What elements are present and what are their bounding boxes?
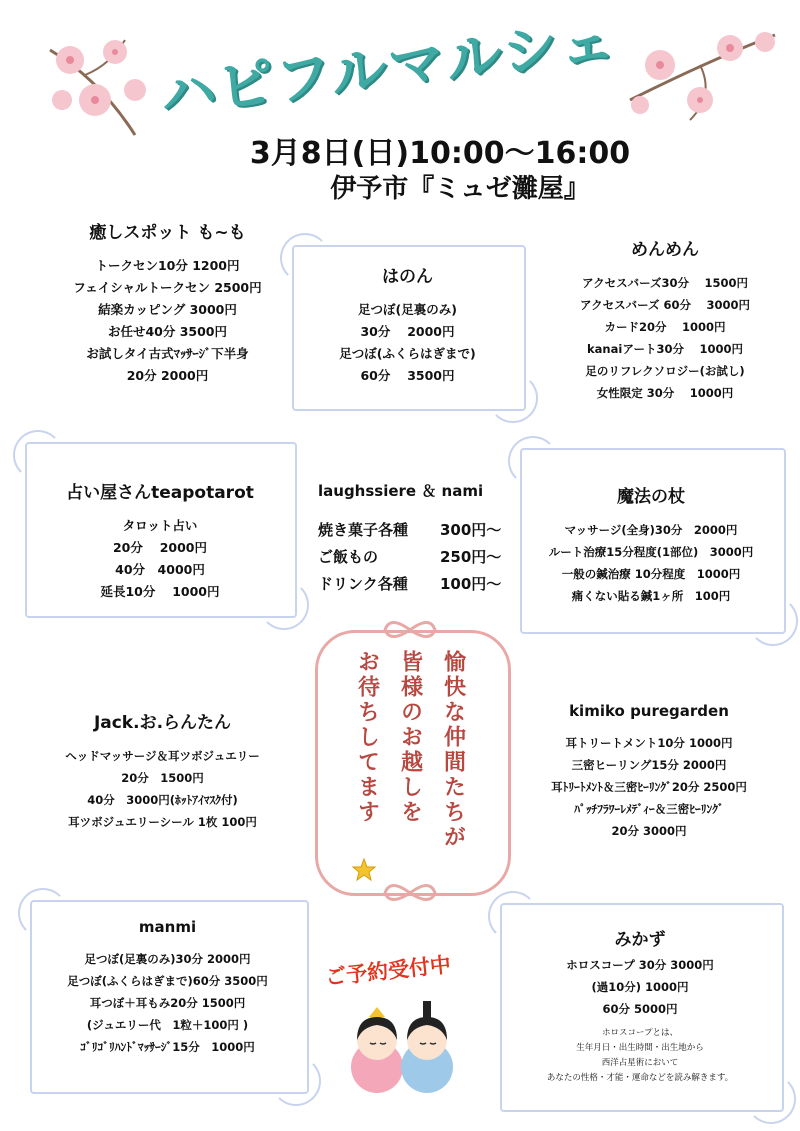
shop-name: めんめん bbox=[631, 240, 699, 260]
menu-line: アクセスバーズ30分 1500円 bbox=[581, 276, 749, 290]
menu-line: ヘッドマッサージ＆耳ツボジュエリー bbox=[65, 749, 260, 763]
menu-line: 60分 3500円 bbox=[360, 368, 455, 383]
shop-name: みかず bbox=[614, 930, 666, 950]
menu-line: 三密ヒーリング15分 2000円 bbox=[571, 758, 727, 772]
menu-line: 足つぼ(ふくらはぎまで)60分 3500円 bbox=[67, 974, 268, 988]
menu-line: (過10分) 1000円 bbox=[591, 980, 689, 994]
ribbon-bow-top bbox=[380, 615, 440, 645]
menu-line: 足つぼ(足裏のみ) bbox=[358, 302, 457, 317]
menu-line: お任せ40分 3500円 bbox=[107, 324, 228, 339]
menu-line: 足のリフレクソロジー(お試し) bbox=[585, 364, 745, 378]
menu-line: 延長10分 1000円 bbox=[100, 584, 220, 599]
event-date: 3月8日(日)10:00〜16:00 bbox=[249, 136, 631, 171]
shop-mikazu bbox=[505, 925, 775, 1086]
menu-line: 20分 2000円 bbox=[126, 368, 209, 383]
menu-line: タロット占い bbox=[122, 518, 198, 533]
reservation-banner: ご予約受付中 bbox=[324, 952, 453, 990]
shop-manmi bbox=[35, 918, 300, 1058]
menu-line: 40分 4000円 bbox=[115, 562, 205, 577]
ribbon-bow-bottom bbox=[380, 878, 440, 908]
menu-line: 耳つぼ＋耳もみ20分 1500円 bbox=[89, 996, 246, 1010]
shop-name: Jack.お.らんたん bbox=[93, 713, 232, 733]
menu-line: マッサージ(全身)30分 2000円 bbox=[564, 523, 738, 537]
menu-line: ﾊﾟｯﾁﾌﾗﾜｰﾚﾒﾃﾞｨｰ＆三密ﾋｰﾘﾝｸﾞ bbox=[574, 802, 724, 816]
shop-jack bbox=[25, 708, 300, 833]
shop-uranai bbox=[40, 478, 280, 603]
message-line: 皆様のお越しを bbox=[397, 650, 423, 825]
shop-menmen bbox=[545, 235, 785, 404]
menu-line: お試しタイ古式ﾏｯｻｰｼﾞ下半身 bbox=[86, 346, 249, 361]
menu-line: アクセスバーズ 60分 3000円 bbox=[579, 298, 751, 312]
menu-line: 耳ツボジュエリーシール 1枚 100円 bbox=[68, 815, 257, 829]
menu-line: 40分 3000円(ﾎｯﾄｱｲﾏｽｸ付) bbox=[87, 793, 238, 807]
menu-line: 20分 2000円 bbox=[112, 540, 208, 555]
menu-price: 100円〜 bbox=[440, 575, 502, 593]
shop-name: manmi bbox=[138, 918, 197, 936]
menu-line: 耳トリートメント10分 1000円 bbox=[565, 736, 733, 750]
shop-kimiko bbox=[518, 702, 780, 842]
shop-laughs bbox=[318, 480, 518, 598]
note-line: ホロスコープとは、 bbox=[601, 1028, 679, 1038]
shop-mahou bbox=[520, 482, 782, 607]
cherry-blossom-left bbox=[40, 30, 160, 150]
menu-line: フェイシャルトークセン 2500円 bbox=[73, 280, 262, 295]
message-line: お待ちしてます bbox=[354, 650, 380, 825]
menu-item: 焼き菓子各種 bbox=[318, 521, 409, 539]
menu-line: 痛くない貼る鍼1ヶ所 100円 bbox=[571, 589, 731, 603]
shop-iyashi bbox=[40, 218, 295, 387]
shop-name: はのん bbox=[382, 267, 433, 287]
menu-item: ご飯もの bbox=[318, 548, 379, 566]
menu-item: ドリンク各種 bbox=[318, 575, 408, 593]
menu-line: (ジュエリー代 1粒＋100円 ) bbox=[86, 1018, 249, 1032]
menu-line: 耳ﾄﾘｰﾄﾒﾝﾄ＆三密ﾋｰﾘﾝｸﾞ20分 2500円 bbox=[551, 780, 747, 794]
shop-name: laughssiere ＆ nami bbox=[318, 482, 484, 500]
menu-line: ルート治療15分程度(1部位) 3000円 bbox=[548, 545, 754, 559]
menu-price: 250円〜 bbox=[440, 548, 502, 566]
note-line: 生年月日・出生時間・出生地から bbox=[576, 1043, 704, 1053]
shop-name: kimiko puregarden bbox=[569, 702, 729, 720]
star-icon bbox=[352, 858, 376, 882]
menu-line: 足つぼ(足裏のみ)30分 2000円 bbox=[84, 952, 251, 966]
menu-line: 20分 3000円 bbox=[611, 824, 687, 838]
event-venue: 伊予市『ミュゼ灘屋』 bbox=[330, 174, 590, 204]
menu-line: kanaiアート30分 1000円 bbox=[587, 342, 743, 356]
menu-line: 足つぼ(ふくらはぎまで) bbox=[339, 346, 476, 361]
menu-line bbox=[318, 544, 518, 571]
menu-line: ホロスコープ 30分 3000円 bbox=[566, 958, 714, 972]
menu-line: 女性限定 30分 1000円 bbox=[596, 386, 734, 400]
cherry-blossom-right bbox=[620, 20, 780, 130]
menu-line: 30分 2000円 bbox=[360, 324, 455, 339]
menu-line: 60分 5000円 bbox=[602, 1002, 678, 1016]
message-line: 愉快な仲間たちが bbox=[440, 650, 466, 850]
menu-line: 結楽カッピング 3000円 bbox=[98, 302, 237, 317]
welcome-message bbox=[330, 650, 490, 880]
note-line: 西洋占星術において bbox=[601, 1058, 679, 1068]
menu-price: 300円〜 bbox=[440, 521, 502, 539]
page-title: ハピフルマルシェ bbox=[156, 8, 621, 130]
shop-name: 占い屋さんteapotarot bbox=[66, 483, 254, 503]
menu-line bbox=[318, 517, 518, 544]
shop-name: 魔法の杖 bbox=[617, 487, 685, 507]
menu-line: トークセン10分 1200円 bbox=[95, 258, 240, 273]
menu-line: カード20分 1000円 bbox=[604, 320, 726, 334]
hina-dolls-illustration bbox=[342, 995, 462, 1095]
note-line: あなたの性格・才能・運命などを読み解きます。 bbox=[546, 1073, 734, 1083]
shop-name: 癒しスポット も~も bbox=[89, 223, 246, 243]
menu-line bbox=[318, 571, 518, 598]
menu-line: 一般の鍼治療 10分程度 1000円 bbox=[561, 567, 741, 581]
shop-hanon bbox=[300, 262, 515, 387]
menu-line: 20分 1500円 bbox=[121, 771, 204, 785]
menu-line: ｺﾞﾘｺﾞﾘﾊﾝﾄﾞﾏｯｻｰｼﾞ15分 1000円 bbox=[80, 1040, 255, 1054]
